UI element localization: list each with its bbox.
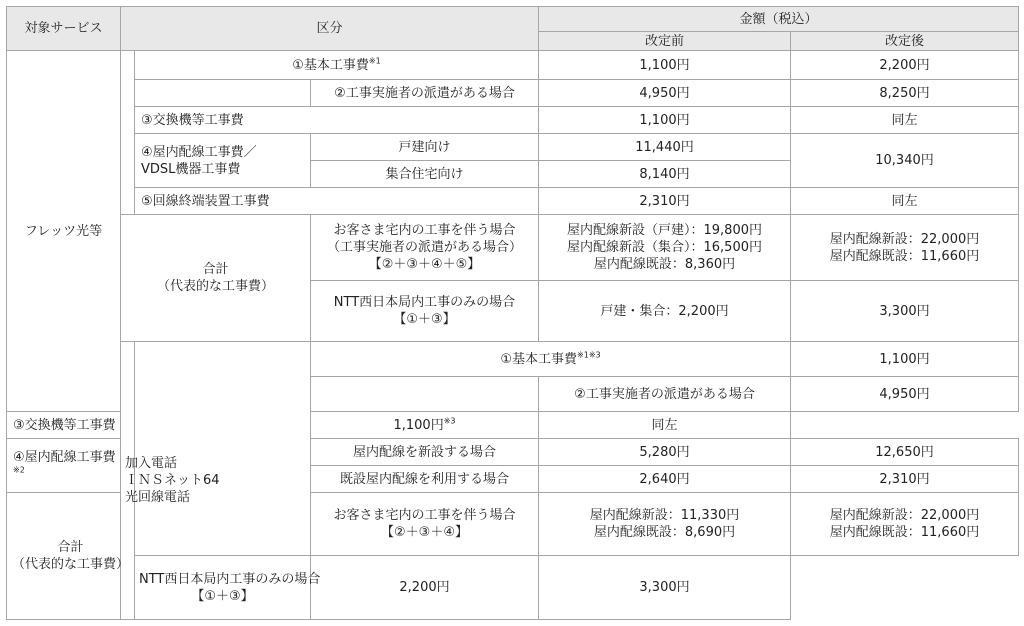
phone-indoor-note: ※2 (13, 465, 25, 475)
flets-exchange-label: ③交換機等工事費 (135, 107, 539, 134)
phone-new-before: 5,280円 (539, 439, 791, 466)
phone-basic-before: 1,100円 (791, 342, 1019, 377)
phone-existing-before: 2,640円 (539, 466, 791, 493)
flets-exchange-before: 1,100円 (539, 107, 791, 134)
phone-case1-after: 屋内配線新設：22,000円 屋内配線既設：11,660円 (791, 493, 1019, 556)
flets-dispatch-before: 4,950円 (539, 80, 791, 107)
phone-new-label: 屋内配線を新設する場合 (311, 439, 539, 466)
phone-spacer (135, 342, 311, 556)
flets-total-case1-row (7, 215, 1019, 281)
flets-case1-before: 屋内配線新設（戸建）：19,800円 屋内配線新設（集合）：16,500円 屋内配線既設：8,360円 (539, 215, 791, 281)
flets-exchange-after: 同左 (791, 107, 1019, 134)
phone-dispatch-blank (311, 377, 539, 412)
flets-basic-note: ※1 (368, 56, 381, 66)
flets-terminal-label: ⑤回線終端装置工事費 (135, 188, 539, 215)
flets-dispatch-after: 8,250円 (791, 80, 1019, 107)
header-service: 対象サービス (7, 7, 121, 51)
phone-exchange-before: 1,100円$^{※3}$ (311, 412, 539, 439)
flets-dispatch-label: ②工事実施者の派遣がある場合 (311, 80, 539, 107)
phone-total-label: 合計 （代表的な工事費） (7, 493, 135, 620)
flets-case2-after: 3,300円 (791, 281, 1019, 342)
flets-terminal-before: 2,310円 (539, 188, 791, 215)
phone-existing-after: 2,310円 (791, 466, 1019, 493)
flets-indoor-after: 10,340円 (791, 134, 1019, 188)
phone-total-case2-row (7, 556, 1019, 620)
flets-basic-row (7, 51, 1019, 80)
flets-case2-before: 戸建・集合：2,200円 (539, 281, 791, 342)
flets-total-label: 合計 （代表的な工事費） (121, 215, 311, 342)
flets-basic-label: ①基本工事費$^{※1}$ (135, 51, 539, 80)
phone-case1-before: 屋内配線新設：11,330円 屋内配線既設：8,690円 (539, 493, 791, 556)
flets-spacer (121, 51, 135, 215)
flets-case2-label: NTT西日本局内工事のみの場合 【①＋③】 (311, 281, 539, 342)
phone-new-after: 12,650円 (791, 439, 1019, 466)
phone-exchange-after: 同左 (539, 412, 791, 439)
flets-collective-before: 8,140円 (539, 161, 791, 188)
phone-case1-label: お客さま宅内の工事を伴う場合 【②＋③＋④】 (311, 493, 539, 556)
phone-exchange-note: ※3 (443, 416, 456, 426)
header-amount: 金額（税込） (539, 7, 1019, 32)
phone-exchange-label: ③交換機等工事費 (7, 412, 135, 439)
flets-terminal-after: 同左 (791, 188, 1019, 215)
phone-case2-after: 3,300円 (539, 556, 791, 620)
phone-case2-label: NTT西日本局内工事のみの場合 【①＋③】 (135, 556, 311, 620)
flets-basic-before: 1,100円 (539, 51, 791, 80)
flets-detached-row (7, 134, 1019, 161)
phone-service-label: 加入電話 ＩＮＳネット64 光回線電話 (121, 342, 135, 620)
phone-basic-row (7, 342, 1019, 377)
phone-indoor-label: ④屋内配線工事費$^{※2}$ (7, 439, 121, 493)
phone-dispatch-before: 4,950円 (791, 377, 1019, 412)
header-before: 改定前 (539, 32, 791, 51)
phone-dispatch-label: ②工事実施者の派遣がある場合 (539, 377, 791, 412)
header-after: 改定後 (791, 32, 1019, 51)
flets-indoor-label: ④屋内配線工事費／ VDSL機器工事費 (135, 134, 311, 188)
flets-case1-label: お客さま宅内の工事を伴う場合 （工事実施者の派遣がある場合） 【②＋③＋④＋⑤】 (311, 215, 539, 281)
flets-dispatch-blank (135, 80, 311, 107)
flets-basic-after: 2,200円 (791, 51, 1019, 80)
flets-collective-label: 集合住宅向け (311, 161, 539, 188)
flets-service-label: フレッツ光等 (7, 51, 121, 412)
flets-exchange-row (7, 107, 1019, 134)
flets-detached-label: 戸建向け (311, 134, 539, 161)
flets-terminal-row (7, 188, 1019, 215)
header-category: 区分 (121, 7, 539, 51)
phone-case2-before: 2,200円 (311, 556, 539, 620)
flets-dispatch-row (7, 80, 1019, 107)
phone-basic-note: ※1※3 (577, 350, 601, 360)
fee-table (6, 6, 1019, 620)
phone-basic-label: ①基本工事費$^{※1※3}$ (311, 342, 791, 377)
flets-case1-after: 屋内配線新設：22,000円 屋内配線既設：11,660円 (791, 215, 1019, 281)
phone-existing-label: 既設屋内配線を利用する場合 (311, 466, 539, 493)
flets-detached-before: 11,440円 (539, 134, 791, 161)
